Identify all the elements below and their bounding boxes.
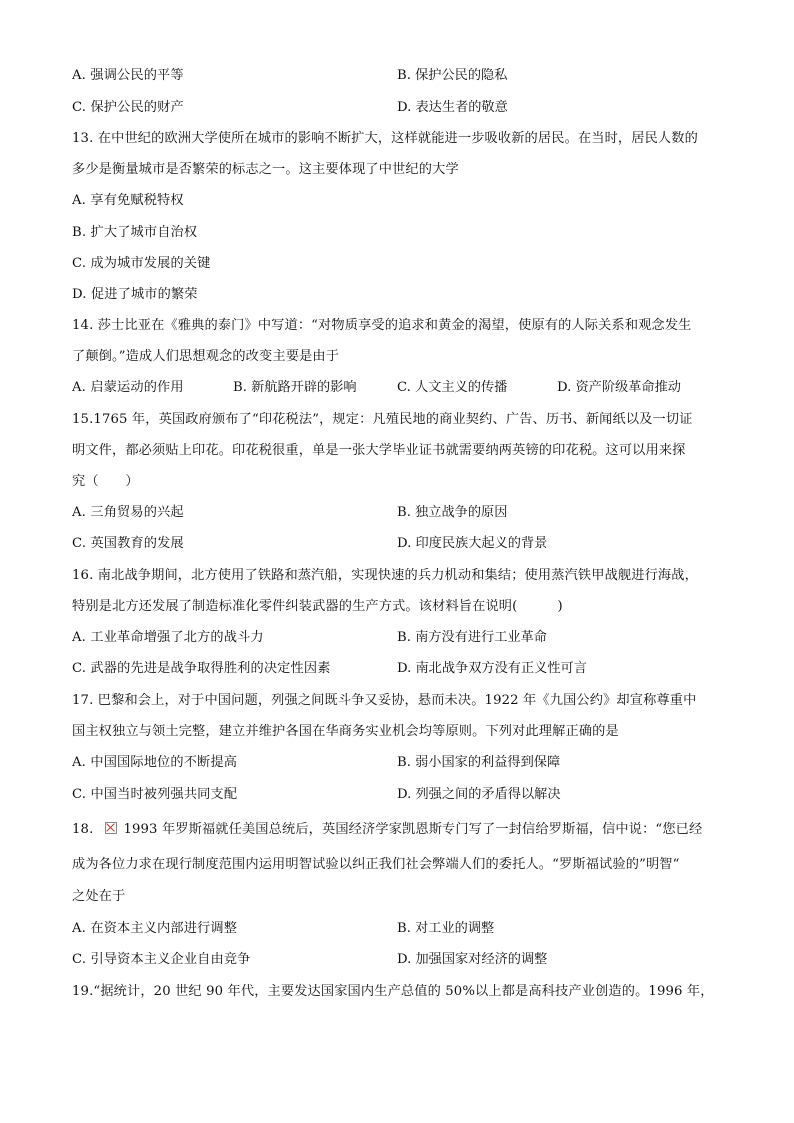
- question-stem: 之处在于: [72, 889, 126, 904]
- option-c: C. 成为城市发展的关键: [72, 256, 211, 271]
- question-stem: 了颠倒。”造成人们思想观念的改变主要是由于: [72, 349, 340, 364]
- option-b: B. 保护公民的隐私: [397, 68, 508, 83]
- option-b: B. 弱小国家的利益得到保障: [397, 755, 561, 770]
- option-d: D. 表达生者的敬意: [397, 100, 508, 115]
- option-b: B. 新航路开辟的影响: [233, 380, 357, 395]
- option-b: B. 南方没有进行工业革命: [397, 630, 547, 645]
- question-stem: 13. 在中世纪的欧洲大学使所在城市的影响不断扩大，这样就能进一步吸收新的居民。在当时，居民人数的: [72, 131, 698, 146]
- question-stem: 14. 莎士比亚在《雅典的泰门》中写道：“对物质享受的追求和黄金的渴望，使原有的人际关系和观念发生: [72, 318, 692, 333]
- option-a: A. 启蒙运动的作用: [72, 380, 184, 395]
- question-stem: 19.“据统计，20 世纪 90 年代，主要发达国家国内生产总值的 50%以上都是高科技产业创造的。1996 年，: [72, 984, 714, 999]
- question-stem: 特别是北方还发展了制造标准化零件纠装武器的生产方式。该材料旨在说明( ): [72, 599, 563, 614]
- option-a: A. 强调公民的平等: [72, 68, 184, 83]
- option-b: B. 对工业的调整: [397, 921, 495, 936]
- option-a: A. 中国国际地位的不断提高: [72, 755, 238, 770]
- option-c: C. 中国当时被列强共同支配: [72, 787, 238, 802]
- question-stem: 成为各位力求在现行制度范围内运用明智试验以纠正我们社会弊端人们的委托人。“罗斯福试验的”明智“: [72, 857, 680, 872]
- option-c: C. 保护公民的财产: [72, 100, 184, 115]
- option-d: D. 促进了城市的繁荣: [72, 287, 198, 302]
- question-number: 18.: [72, 822, 94, 837]
- option-b: B. 扩大了城市自治权: [72, 225, 198, 240]
- option-b: B. 独立战争的原因: [397, 505, 508, 520]
- option-c: C. 引导资本主义企业自由竞争: [72, 952, 251, 967]
- option-d: D. 列强之间的矛盾得以解决: [397, 787, 561, 802]
- question-stem: 究（ ）: [72, 474, 139, 489]
- question-stem: 17. 巴黎和会上，对于中国问题，列强之间既斗争又妥协，悬而未决。1922 年《九国公约》却宣称尊重中: [72, 693, 697, 708]
- option-a: A. 工业革命增强了北方的战斗力: [72, 630, 264, 645]
- question-stem: 多少是衡量城市是否繁荣的标志之一。这主要体现了中世纪的大学: [72, 162, 459, 177]
- question-stem: 16. 南北战争期间，北方使用了铁路和蒸汽船，实现快速的兵力机动和集结；使用蒸汽铁甲战舰进行海战，: [72, 568, 698, 583]
- option-c: C. 英国教育的发展: [72, 536, 184, 551]
- broken-image-icon: [105, 822, 117, 834]
- option-d: D. 资产阶级革命推动: [557, 380, 681, 395]
- question-stem: 国主权独立与领土完整，建立并维护各国在华商务实业机会均等原则。下列对此理解正确的是: [72, 724, 619, 739]
- option-d: D. 加强国家对经济的调整: [397, 952, 548, 967]
- option-c: C. 武器的先进是战争取得胜利的决定性因素: [72, 661, 331, 676]
- option-a: A. 享有免赋税特权: [72, 193, 184, 208]
- question-stem: 明文件，都必须贴上印花。印花税很重，单是一张大学毕业证书就需要纳两英镑的印花税。这可以用来探: [72, 443, 686, 458]
- option-c: C. 人文主义的传播: [397, 380, 508, 395]
- option-d: D. 印度民族大起义的背景: [397, 536, 548, 551]
- option-a: A. 三角贸易的兴起: [72, 505, 184, 520]
- option-d: D. 南北战争双方没有正义性可言: [397, 661, 587, 676]
- option-a: A. 在资本主义内部进行调整: [72, 921, 238, 936]
- question-stem: 15.1765 年，英国政府颁布了“印花税法”，规定：凡殖民地的商业契约、广告、历书、新闻纸以及一切证: [72, 412, 693, 427]
- question-stem: 1993 年罗斯福就任美国总统后，英国经济学家凯恩斯专门写了一封信给罗斯福，信中说：“您已经: [123, 822, 703, 837]
- question-stem-row: [72, 821, 702, 839]
